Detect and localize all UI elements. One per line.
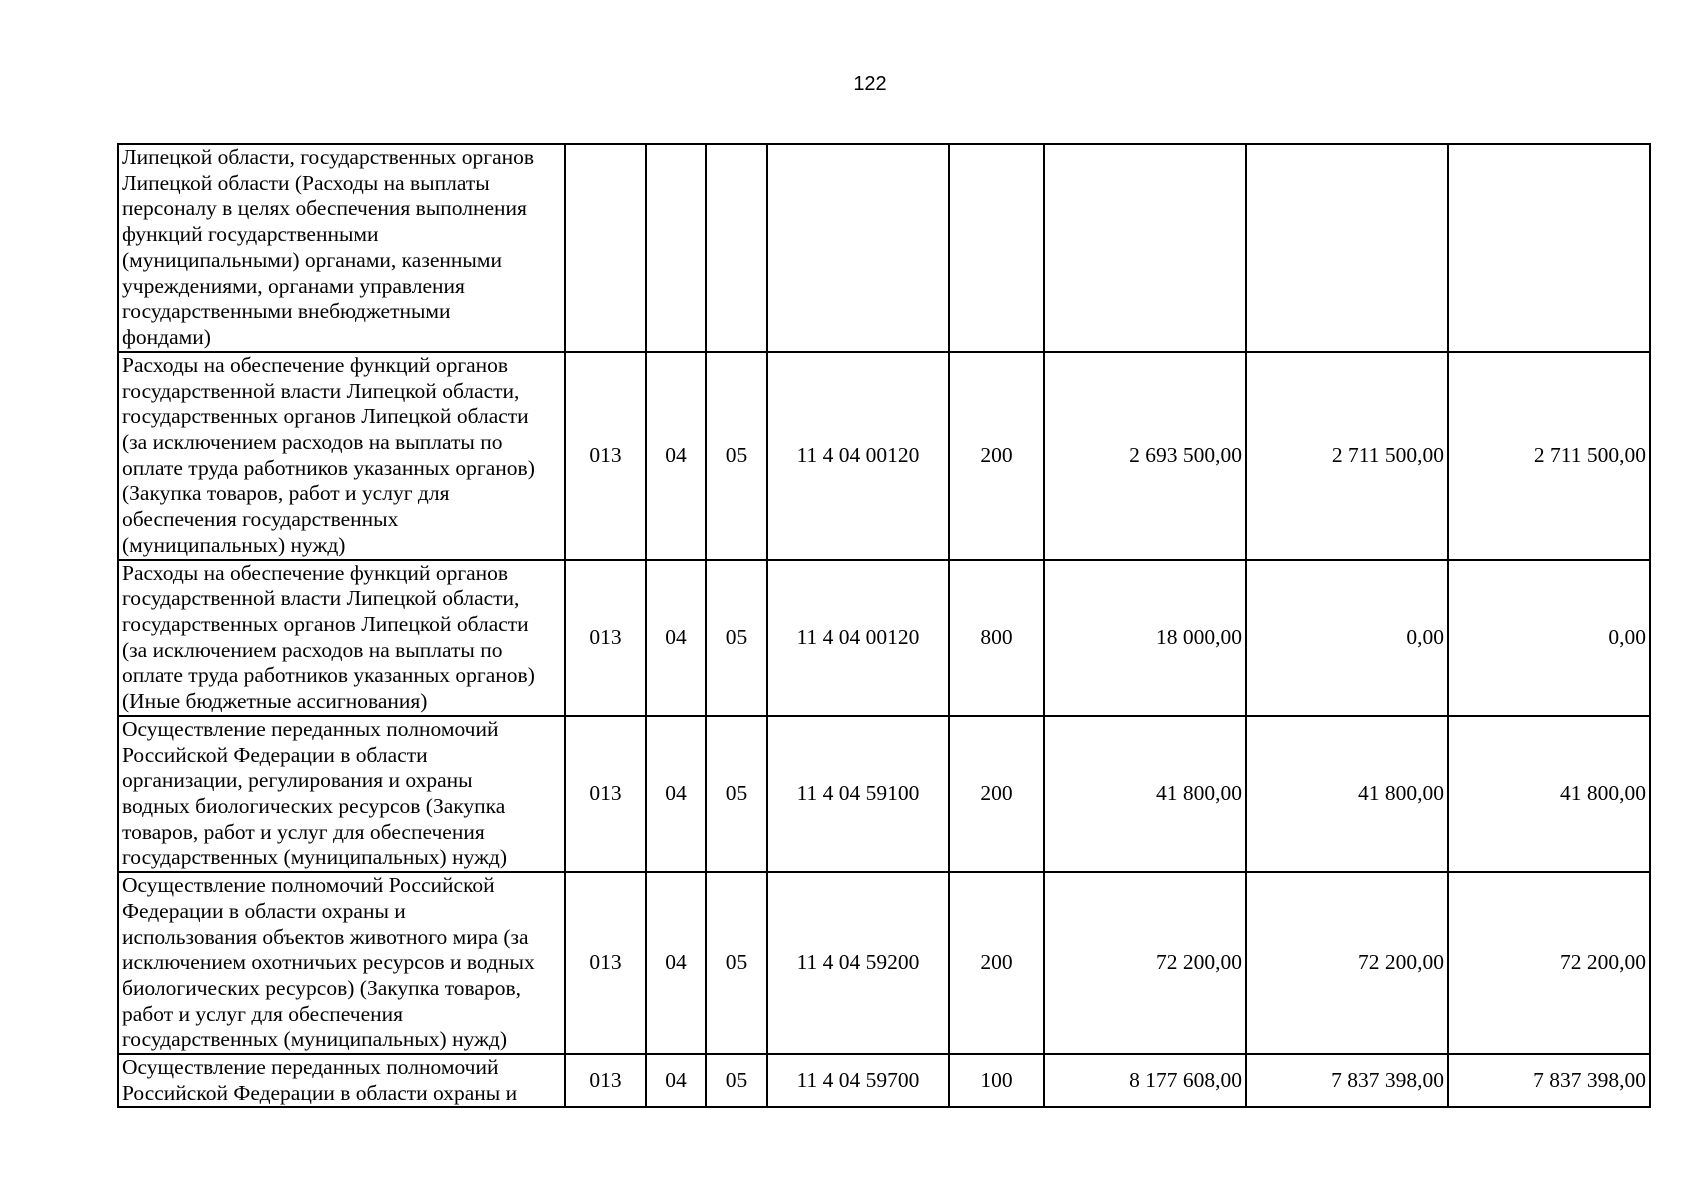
cell-section: 04 bbox=[646, 1054, 706, 1107]
cell-section: 04 bbox=[646, 716, 706, 872]
cell-subsection: 05 bbox=[706, 560, 767, 716]
cell-amount-year-2: 41 800,00 bbox=[1246, 716, 1448, 872]
cell-subsection: 05 bbox=[706, 352, 767, 560]
cell-amount-year-3: 7 837 398,00 bbox=[1448, 1054, 1650, 1107]
cell-section bbox=[646, 144, 706, 352]
cell-amount-year-2: 2 711 500,00 bbox=[1246, 352, 1448, 560]
cell-amount-year-3: 2 711 500,00 bbox=[1448, 352, 1650, 560]
cell-amount-year-3 bbox=[1448, 144, 1650, 352]
cell-ministry-code: 013 bbox=[565, 1054, 646, 1107]
cell-amount-year-2: 72 200,00 bbox=[1246, 872, 1448, 1054]
cell-expense-type: 200 bbox=[949, 352, 1044, 560]
cell-amount-year-2: 7 837 398,00 bbox=[1246, 1054, 1448, 1107]
cell-amount-year-1: 18 000,00 bbox=[1044, 560, 1246, 716]
page-number: 122 bbox=[853, 73, 887, 95]
cell-target-article: 11 4 04 59700 bbox=[767, 1054, 949, 1107]
cell-amount-year-1: 72 200,00 bbox=[1044, 872, 1246, 1054]
cell-subsection: 05 bbox=[706, 872, 767, 1054]
row-description: Осуществление полномочий Российской Федерации в области охраны и использования объектов животного мира (за исключением охотничьих ресурсов и водных биологических ресурсов) (Закупка товаров, работ и услуг для обеспечения государственных (муниципальных) нужд) bbox=[118, 872, 565, 1054]
table-row bbox=[118, 144, 1650, 352]
table-row bbox=[118, 1054, 1650, 1107]
cell-expense-type: 100 bbox=[949, 1054, 1044, 1107]
cell-ministry-code: 013 bbox=[565, 872, 646, 1054]
table-row bbox=[118, 716, 1650, 872]
cell-section: 04 bbox=[646, 352, 706, 560]
table-row bbox=[118, 560, 1650, 716]
row-description: Расходы на обеспечение функций органов государственной власти Липецкой области, государственных органов Липецкой области (за исключением расходов на выплаты по оплате труда работников указанных органов) (Иные бюджетные ассигнования) bbox=[118, 560, 565, 716]
row-description: Осуществление переданных полномочий Российской Федерации в области организации, регулирования и охраны водных биологических ресурсов (Закупка товаров, работ и услуг для обеспечения государственных (муниципальных) нужд) bbox=[118, 716, 565, 872]
cell-amount-year-1: 8 177 608,00 bbox=[1044, 1054, 1246, 1107]
row-description: Расходы на обеспечение функций органов государственной власти Липецкой области, государственных органов Липецкой области (за исключением расходов на выплаты по оплате труда работников указанных органов) (Закупка товаров, работ и услуг для обеспечения государственных (муниципальных) нужд) bbox=[118, 352, 565, 560]
budget-table bbox=[117, 143, 1651, 1108]
cell-section: 04 bbox=[646, 872, 706, 1054]
cell-expense-type: 200 bbox=[949, 872, 1044, 1054]
cell-subsection bbox=[706, 144, 767, 352]
cell-target-article bbox=[767, 144, 949, 352]
cell-amount-year-3: 0,00 bbox=[1448, 560, 1650, 716]
cell-expense-type: 200 bbox=[949, 716, 1044, 872]
cell-ministry-code bbox=[565, 144, 646, 352]
cell-amount-year-1: 2 693 500,00 bbox=[1044, 352, 1246, 560]
cell-section: 04 bbox=[646, 560, 706, 716]
cell-expense-type: 800 bbox=[949, 560, 1044, 716]
cell-subsection: 05 bbox=[706, 716, 767, 872]
cell-amount-year-2: 0,00 bbox=[1246, 560, 1448, 716]
cell-target-article: 11 4 04 00120 bbox=[767, 352, 949, 560]
table-row bbox=[118, 872, 1650, 1054]
cell-amount-year-2 bbox=[1246, 144, 1448, 352]
cell-amount-year-1 bbox=[1044, 144, 1246, 352]
cell-expense-type bbox=[949, 144, 1044, 352]
cell-target-article: 11 4 04 59100 bbox=[767, 716, 949, 872]
table-row bbox=[118, 352, 1650, 560]
cell-ministry-code: 013 bbox=[565, 352, 646, 560]
cell-amount-year-3: 72 200,00 bbox=[1448, 872, 1650, 1054]
cell-ministry-code: 013 bbox=[565, 716, 646, 872]
row-description: Липецкой области, государственных органов Липецкой области (Расходы на выплаты персоналу в целях обеспечения выполнения функций государственными (муниципальными) органами, казенными учреждениями, органами управления государственными внебюджетными фондами) bbox=[118, 144, 565, 352]
cell-target-article: 11 4 04 00120 bbox=[767, 560, 949, 716]
cell-amount-year-3: 41 800,00 bbox=[1448, 716, 1650, 872]
row-description: Осуществление переданных полномочий Российской Федерации в области охраны и bbox=[118, 1054, 565, 1107]
cell-amount-year-1: 41 800,00 bbox=[1044, 716, 1246, 872]
cell-subsection: 05 bbox=[706, 1054, 767, 1107]
cell-ministry-code: 013 bbox=[565, 560, 646, 716]
cell-target-article: 11 4 04 59200 bbox=[767, 872, 949, 1054]
